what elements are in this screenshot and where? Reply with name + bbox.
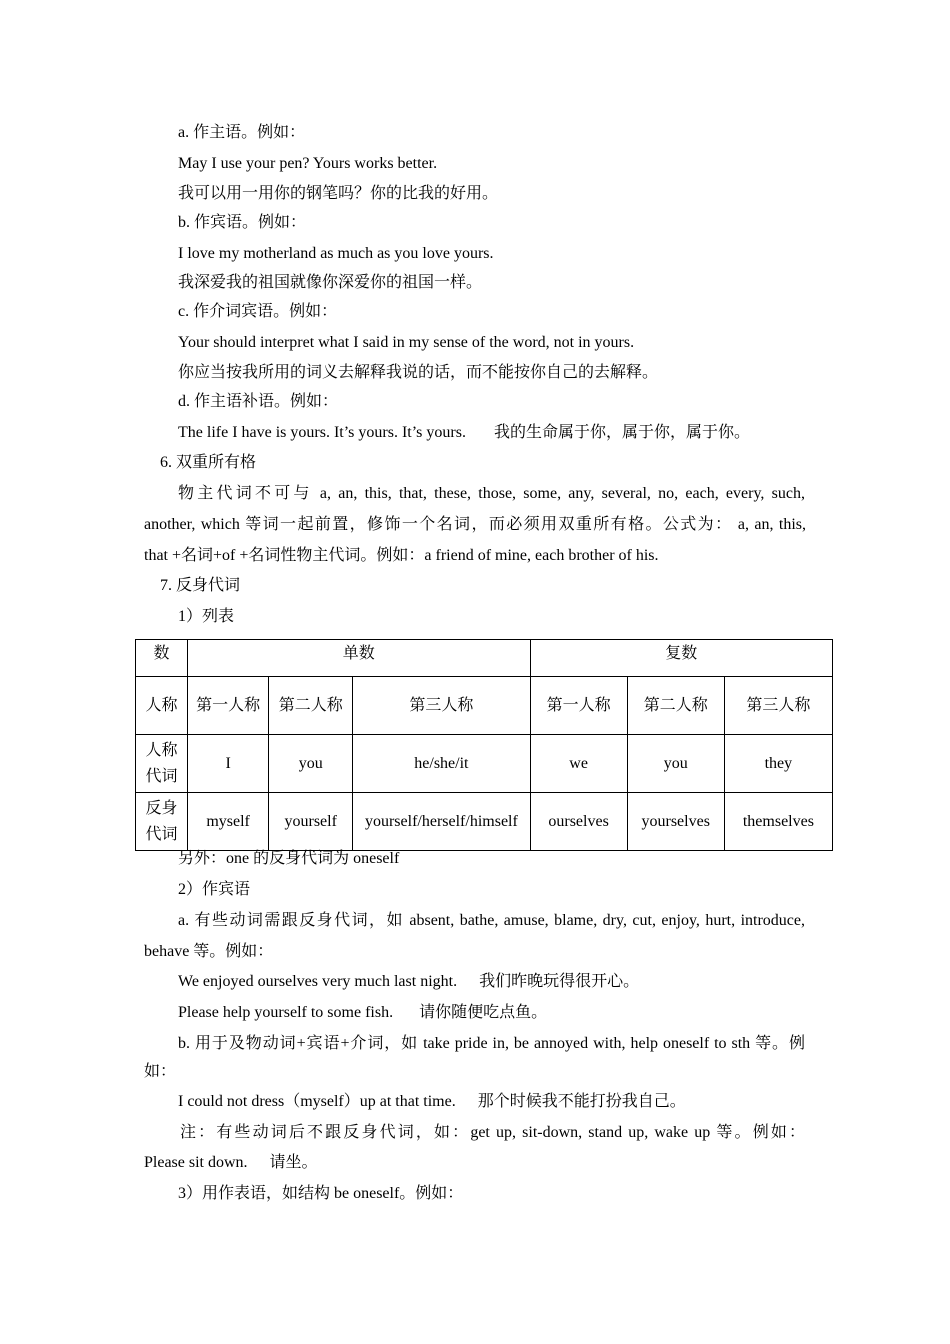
usage-d-example-zh: 我的生命属于你，属于你，属于你。 bbox=[493, 424, 750, 441]
header-person: 人称 bbox=[136, 677, 188, 735]
usage-b-example-en: I love my motherland as much as you love yours. bbox=[178, 245, 494, 262]
person-cell: 第二人称 bbox=[627, 677, 724, 735]
usage-b2-line-1: b. 用于及物动词+宾语+介词，如 take pride in, be annoyed with, help oneself to sth 等。例 bbox=[178, 1035, 805, 1052]
pronoun-cell: he/she/it bbox=[353, 735, 530, 793]
row-label-personal-pronoun: 人称代词 bbox=[136, 735, 188, 793]
table-row-personal-pronouns bbox=[136, 735, 833, 793]
section-7-sub-2: 2）作宾语 bbox=[178, 881, 251, 898]
table-row-person bbox=[136, 677, 833, 735]
reflexive-cell: themselves bbox=[724, 793, 832, 851]
example-3-en: I could not dress（myself）up at that time. bbox=[178, 1093, 456, 1110]
example-1-en: We enjoyed ourselves very much last night. bbox=[178, 973, 458, 990]
note-2-example-en: Please sit down. bbox=[144, 1154, 248, 1171]
section-6-heading: 6. 双重所有格 bbox=[160, 454, 257, 471]
person-cell: 第一人称 bbox=[530, 677, 627, 735]
note-2-line-1: 注：有些动词后不跟反身代词，如：get up, sit-down, stand up, wake up 等。例如： bbox=[180, 1124, 805, 1141]
usage-a-example-zh: 我可以用一用你的钢笔吗？你的比我的好用。 bbox=[178, 185, 499, 202]
person-cell: 第二人称 bbox=[269, 677, 353, 735]
section-6-paragraph-line-2: another, which 等词一起前置，修饰一个名词，而必须用双重所有格。公式为： a, an, this, bbox=[144, 516, 806, 533]
pronoun-cell: we bbox=[530, 735, 627, 793]
usage-c-example-en: Your should interpret what I said in my sense of the word, not in yours. bbox=[178, 334, 635, 351]
usage-a2-line-1: a. 有些动词需跟反身代词，如 absent, bathe, amuse, blame, dry, cut, enjoy, hurt, introduce, bbox=[178, 912, 805, 929]
header-number: 数 bbox=[136, 640, 188, 677]
example-1-zh: 我们昨晚玩得很开心。 bbox=[479, 973, 640, 990]
usage-d-example bbox=[178, 423, 750, 443]
usage-a-title: a. 作主语。例如： bbox=[178, 124, 306, 141]
note-2-line-2 bbox=[144, 1153, 318, 1173]
usage-d-example-en: The life I have is yours. It’s yours. It’s yours. bbox=[178, 424, 466, 441]
example-2-en: Please help yourself to some fish. bbox=[178, 1004, 394, 1021]
section-7-heading: 7. 反身代词 bbox=[160, 577, 241, 594]
section-6-paragraph-line-1: 物主代词不可与 a, an, this, that, these, those, some, any, several, no, each, every, such, bbox=[178, 485, 805, 502]
reflexive-cell: yourselves bbox=[627, 793, 724, 851]
reflexive-cell: yourself/herself/himself bbox=[353, 793, 530, 851]
pronoun-cell: they bbox=[724, 735, 832, 793]
section-6-paragraph-line-3: that +名词+of +名词性物主代词。例如：a friend of mine, each brother of his. bbox=[144, 547, 659, 564]
example-1 bbox=[178, 972, 639, 992]
usage-a-example-en: May I use your pen? Yours works better. bbox=[178, 155, 438, 172]
usage-a2-line-2: behave 等。例如： bbox=[144, 943, 274, 960]
table-row-reflexive-pronouns bbox=[136, 793, 833, 851]
reflexive-cell: myself bbox=[188, 793, 269, 851]
pronoun-cell: you bbox=[269, 735, 353, 793]
person-cell: 第三人称 bbox=[353, 677, 530, 735]
table-row-number bbox=[136, 640, 833, 677]
reflexive-cell: yourself bbox=[269, 793, 353, 851]
pronoun-cell: you bbox=[627, 735, 724, 793]
reflexive-cell: ourselves bbox=[530, 793, 627, 851]
header-singular: 单数 bbox=[188, 640, 530, 677]
example-2 bbox=[178, 1003, 547, 1023]
section-7-sub-3: 3）用作表语，如结构 be oneself。例如： bbox=[178, 1185, 464, 1202]
example-3-zh: 那个时候我不能打扮我自己。 bbox=[477, 1093, 686, 1110]
usage-c-example-zh: 你应当按我所用的词义去解释我说的话，而不能按你自己的去解释。 bbox=[178, 364, 659, 381]
person-cell: 第三人称 bbox=[724, 677, 832, 735]
usage-b2-line-2: 如： bbox=[144, 1063, 177, 1080]
example-3 bbox=[178, 1092, 686, 1112]
note-oneself: 另外：one 的反身代词为 oneself bbox=[178, 850, 400, 867]
usage-d-title: d. 作主语补语。例如： bbox=[178, 393, 339, 410]
header-plural: 复数 bbox=[530, 640, 832, 677]
note-2-example-zh: 请坐。 bbox=[269, 1154, 318, 1171]
pronoun-cell: I bbox=[188, 735, 269, 793]
example-2-zh: 请你随便吃点鱼。 bbox=[419, 1004, 548, 1021]
row-label-reflexive-pronoun: 反身代词 bbox=[136, 793, 188, 851]
usage-b-title: b. 作宾语。例如： bbox=[178, 214, 307, 231]
reflexive-pronoun-table bbox=[135, 639, 833, 851]
usage-c-title: c. 作介词宾语。例如： bbox=[178, 303, 338, 320]
person-cell: 第一人称 bbox=[188, 677, 269, 735]
usage-b-example-zh: 我深爱我的祖国就像你深爱你的祖国一样。 bbox=[178, 274, 483, 291]
section-7-sub-1: 1）列表 bbox=[178, 608, 235, 625]
